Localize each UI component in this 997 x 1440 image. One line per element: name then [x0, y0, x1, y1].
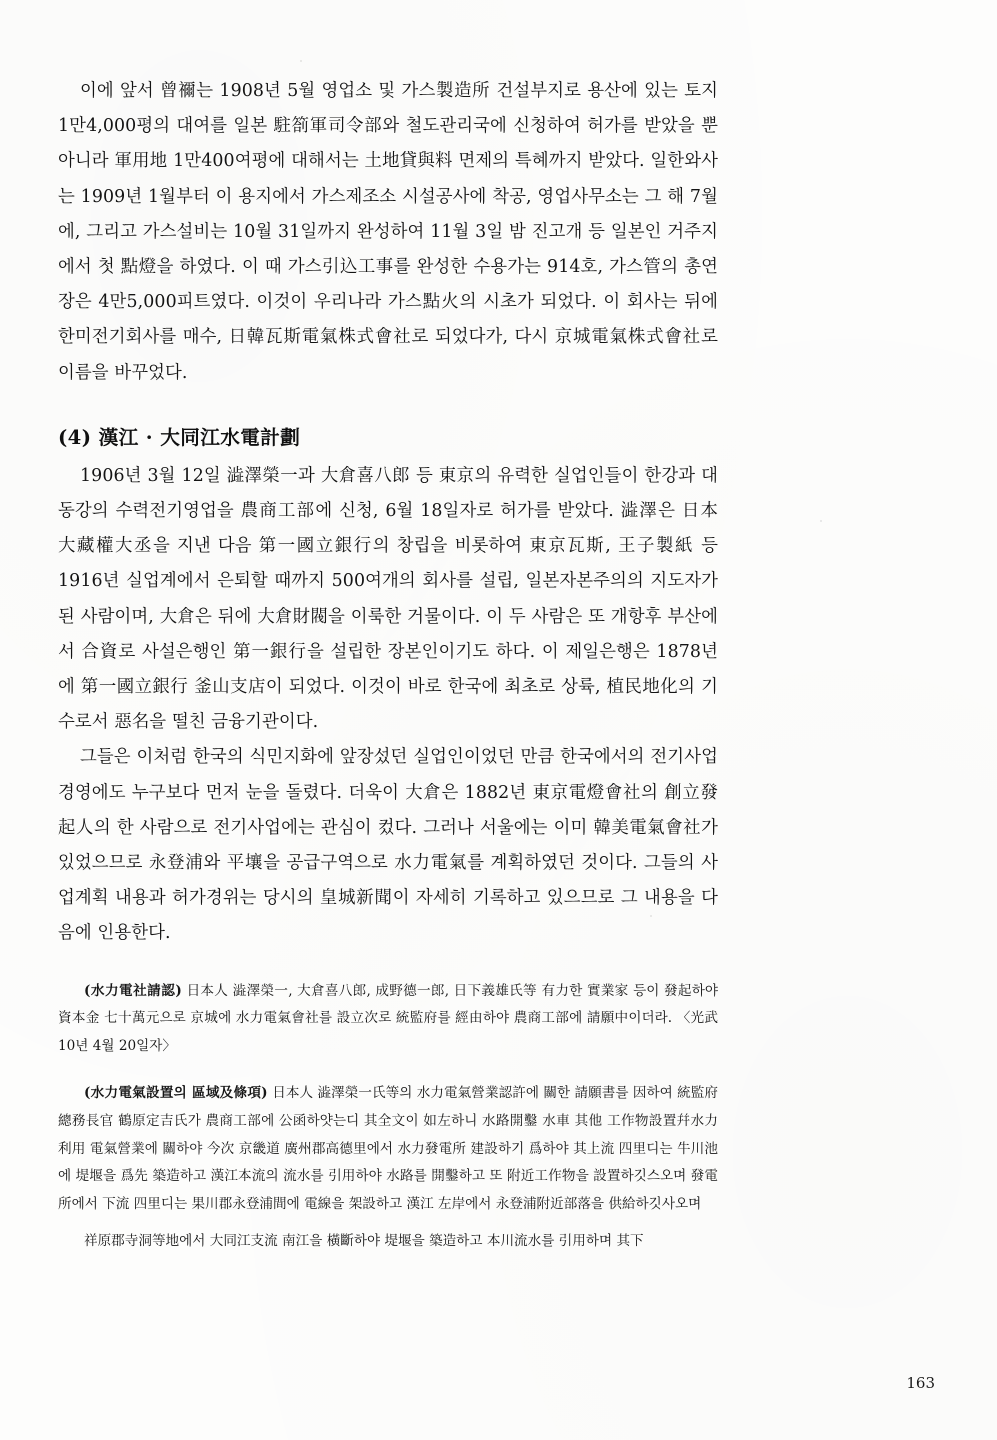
quotation-lead-1: (水力電社請認) [84, 982, 182, 999]
quotation-block-1 [58, 978, 718, 1061]
scan-speck [300, 60, 302, 62]
quotation-text-1: 日本人 澁澤榮一, 大倉喜八郎, 成野德一郎, 日下義雄氏等 有力한 實業家 등이 發起하야 資本金 七十萬元으로 京城에 水力電氣會社를 設立次로 統監府를 經由하야 農商工部에 請願中이더라. 〈光武 10년 4월 20일자〉 [58, 982, 719, 1054]
quotation-block-2 [58, 1080, 718, 1256]
quotation-tail-2: 祥原郡寺洞等地에서 大同江支流 南江을 橫斷하야 堤堰을 築造하고 本川流水를 引用하며 其下 [84, 1233, 644, 1250]
quotation-text-2: 日本人 澁澤榮一氏等의 水力電氣營業認許에 關한 請願書를 因하여 統監府 總務長官 鶴原定吉氏가 農商工部에 公函하얏는디 其全文이 如左하니 水路開鑿 水車 其他 工作物設置幷水力利用 電氣營業에 關하야 今次 京畿道 廣州郡高德里에서 水力發電所 建設하기 爲하야 其上流 四里디는 牛川池에 堤堰을 爲先 築造하고 漢江本流의 流水를 引用하야 水路를 開鑿하고 또 附近工作物을 設置하깃스오며 發電所에서 下流 四里디는 果川郡永登浦間에 電線을 架設하고 漢江 左岸에서 永登浦附近部落을 供給하깃사오며 [58, 1085, 719, 1212]
paragraph-1: 이에 앞서 曾禰는 1908년 5월 영업소 및 가스製造所 건설부지로 용산에 있는 토지 1만4,000평의 대여를 일본 駐箚軍司令部와 철도관리국에 신청하여 허가를 받았을 뿐 아니라 軍用地 1만400여평에 대해서는 土地貸與料 면제의 특혜까지 받았다. 일한와사는 1909년 1월부터 이 용지에서 가스제조소 시설공사에 착공, 영업사무소는 그 해 7월에, 그리고 가스설비는 10월 31일까지 완성하여 11월 3일 밤 진고개 등 일본인 거주지에서 첫 點燈을 하였다. 이 때 가스引込工事를 완성한 수용가는 914호, 가스管의 총연장은 4만5,000피트였다. 이것이 우리나라 가스點火의 시초가 되었다. 이 회사는 뒤에 한미전기회사를 매수, 日韓瓦斯電氣株式會社로 되었다가, 다시 京城電氣株式會社로 이름을 바꾸었다. [58, 81, 718, 383]
quotation-lead-2: (水力電氣設置의 區域及條項) [84, 1085, 268, 1102]
paragraph-2: 1906년 3월 12일 澁澤榮一과 大倉喜八郎 등 東京의 유력한 실업인들이 한강과 대동강의 수력전기영업을 農商工部에 신청, 6월 18일자로 허가를 받았다. 澁澤은 日本 大藏權大丞을 지낸 다음 第一國立銀行의 창립을 비롯하여 東京瓦斯, 王子製紙 등 1916년 실업계에서 은퇴할 때까지 500여개의 회사를 설립, 일본자본주의의 지도자가 된 사람이며, 大倉은 뒤에 大倉財閥을 이룩한 거물이다. 이 두 사람은 또 개항후 부산에서 合資로 사설은행인 第一銀行을 설립한 장본인이기도 하다. 이 제일은행은 1878년에 第一國立銀行 釜山支店이 되었다. 이것이 바로 한국에 최초로 상륙, 植民地化의 기수로서 惡名을 떨친 금융기관이다. [58, 465, 718, 733]
section-heading: (4) 漢江 · 大同江水電計劃 [58, 425, 301, 449]
page-number: 163 [906, 1374, 935, 1392]
scan-speck [820, 520, 822, 522]
page-content [58, 74, 718, 1256]
paragraph-3: 그들은 이처럼 한국의 식민지화에 앞장섰던 실업인이었던 만큼 한국에서의 전기사업 경영에도 누구보다 먼저 눈을 돌렸다. 더욱이 大倉은 1882년 東京電燈會社의 創立發起人의 한 사람으로 전기사업에는 관심이 컸다. 그러나 서울에는 이미 韓美電氣會社가 있었으므로 永登浦와 平壤을 공급구역으로 水力電氣를 계획하였던 것이다. 그들의 사업계획 내용과 허가경위는 당시의 皇城新聞이 자세히 기록하고 있으므로 그 내용을 다음에 인용한다. [58, 747, 718, 944]
